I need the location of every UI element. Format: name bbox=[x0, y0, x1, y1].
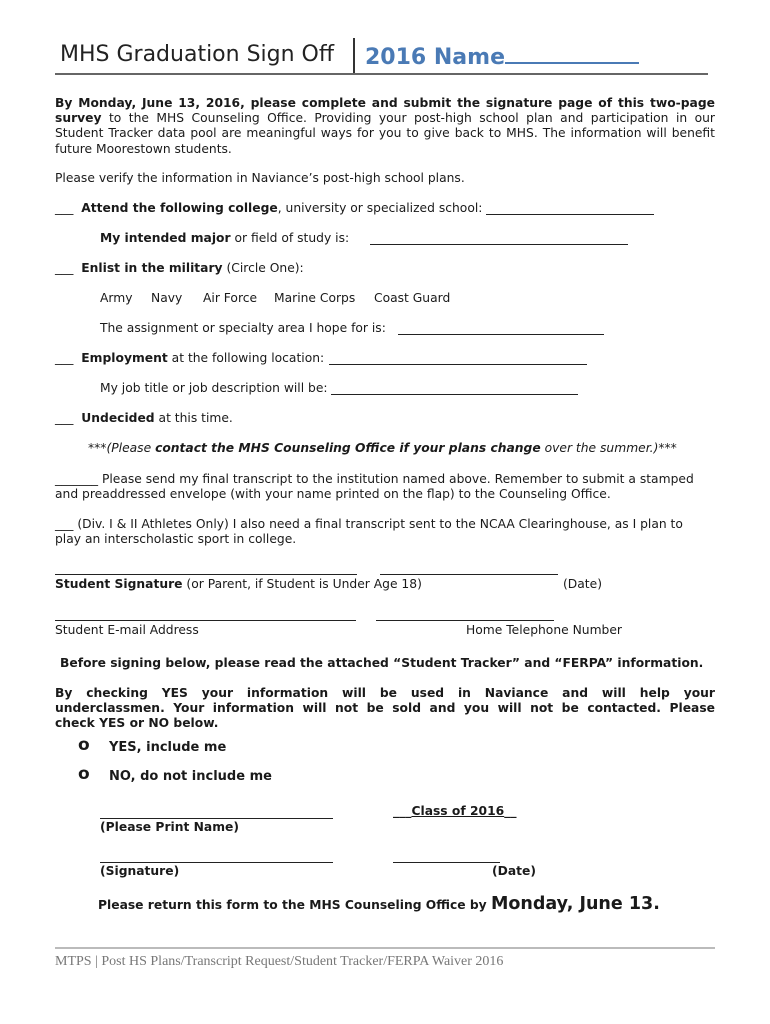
branch-air-force[interactable]: Air Force bbox=[203, 291, 258, 305]
final-signature-label: (Signature) bbox=[100, 864, 180, 878]
intro-paragraph: By Monday, June 13, 2016, please complete and submit the signature page of this two-page survey to the MHS Counseling Office. Providing your post-high school plan and participation in our Student Tracker data pool are meaningful ways for you to give back to MHS. The information will benefit future Moorestown students. bbox=[55, 96, 715, 156]
military-option[interactable]: ___ Enlist in the military (Circle One): bbox=[55, 261, 304, 275]
signature-date-line[interactable] bbox=[380, 574, 558, 575]
branch-coast-guard[interactable]: Coast Guard bbox=[374, 291, 451, 305]
major-label: My intended major or field of study is: bbox=[100, 231, 350, 245]
title-divider bbox=[353, 38, 355, 74]
employment-option[interactable]: ___ Employment at the following location: bbox=[55, 351, 325, 365]
name-field-label: 2016 Name bbox=[365, 40, 639, 73]
yes-option-label[interactable]: YES, include me bbox=[109, 740, 227, 755]
footer-text: MTPS | Post HS Plans/Transcript Request/Student Tracker/FERPA Waiver 2016 bbox=[55, 954, 504, 969]
branch-army[interactable]: Army bbox=[100, 291, 133, 305]
header-rule bbox=[55, 73, 708, 75]
final-signature-line[interactable] bbox=[100, 862, 333, 863]
college-name-line[interactable] bbox=[486, 214, 654, 215]
signature-date-label: (Date) bbox=[563, 577, 602, 591]
tracker-notice: Before signing below, please read the attached “Student Tracker” and “FERPA” information. bbox=[60, 656, 704, 670]
email-line[interactable] bbox=[55, 620, 356, 621]
branch-navy[interactable]: Navy bbox=[151, 291, 183, 305]
name-blank[interactable] bbox=[505, 40, 639, 64]
assignment-label: The assignment or specialty area I hope for is: bbox=[100, 321, 386, 335]
undecided-option[interactable]: ___ Undecided at this time. bbox=[55, 411, 233, 425]
major-line[interactable] bbox=[370, 244, 628, 245]
final-date-line[interactable] bbox=[393, 862, 500, 863]
phone-line[interactable] bbox=[376, 620, 554, 621]
tracker-consent-text: By checking YES your information will be used in Naviance and will help your underclassmen. Your information will not be sold and you will not be contacted. Please check YES or NO below. bbox=[55, 686, 715, 730]
verify-instruction: Please verify the information in Naviance’s post-high school plans. bbox=[55, 171, 465, 185]
page-title: MHS Graduation Sign Off bbox=[60, 42, 335, 67]
transcript-request[interactable]: _______ Please send my final transcript to the institution named above. Remember to submit a stamped and preaddressed envelope (with your name printed on the flap) to the Counseling Office. bbox=[55, 472, 694, 501]
plans-change-note: ***(Please contact the MHS Counseling Office if your plans change over the summer.)*** bbox=[88, 441, 677, 455]
print-name-line[interactable] bbox=[100, 818, 333, 819]
assignment-line[interactable] bbox=[398, 334, 604, 335]
yes-radio[interactable]: o bbox=[78, 735, 90, 755]
job-label: My job title or job description will be: bbox=[100, 381, 328, 395]
job-line[interactable] bbox=[331, 394, 578, 395]
footer-rule bbox=[55, 947, 715, 949]
college-option[interactable]: ___ Attend the following college, university or specialized school: bbox=[55, 201, 483, 215]
ncaa-request[interactable]: ___ (Div. I & II Athletes Only) I also need a final transcript sent to the NCAA Clearinghouse, as I plan to play an interscholastic sport in college. bbox=[55, 517, 683, 546]
student-signature-line[interactable] bbox=[55, 574, 357, 575]
employment-location-line[interactable] bbox=[329, 364, 587, 365]
print-name-label: (Please Print Name) bbox=[100, 820, 239, 834]
email-label: Student E-mail Address bbox=[55, 623, 199, 637]
branch-marine-corps[interactable]: Marine Corps bbox=[274, 291, 356, 305]
no-radio[interactable]: o bbox=[78, 764, 90, 784]
return-instruction: Please return this form to the MHS Counseling Office by Monday, June 13. bbox=[98, 894, 660, 914]
phone-label: Home Telephone Number bbox=[466, 623, 622, 637]
class-of-field[interactable]: ___Class of 2016__ bbox=[393, 804, 517, 818]
final-date-label: (Date) bbox=[492, 864, 536, 878]
no-option-label[interactable]: NO, do not include me bbox=[109, 769, 272, 784]
student-signature-label: Student Signature (or Parent, if Student is Under Age 18) bbox=[55, 577, 422, 591]
